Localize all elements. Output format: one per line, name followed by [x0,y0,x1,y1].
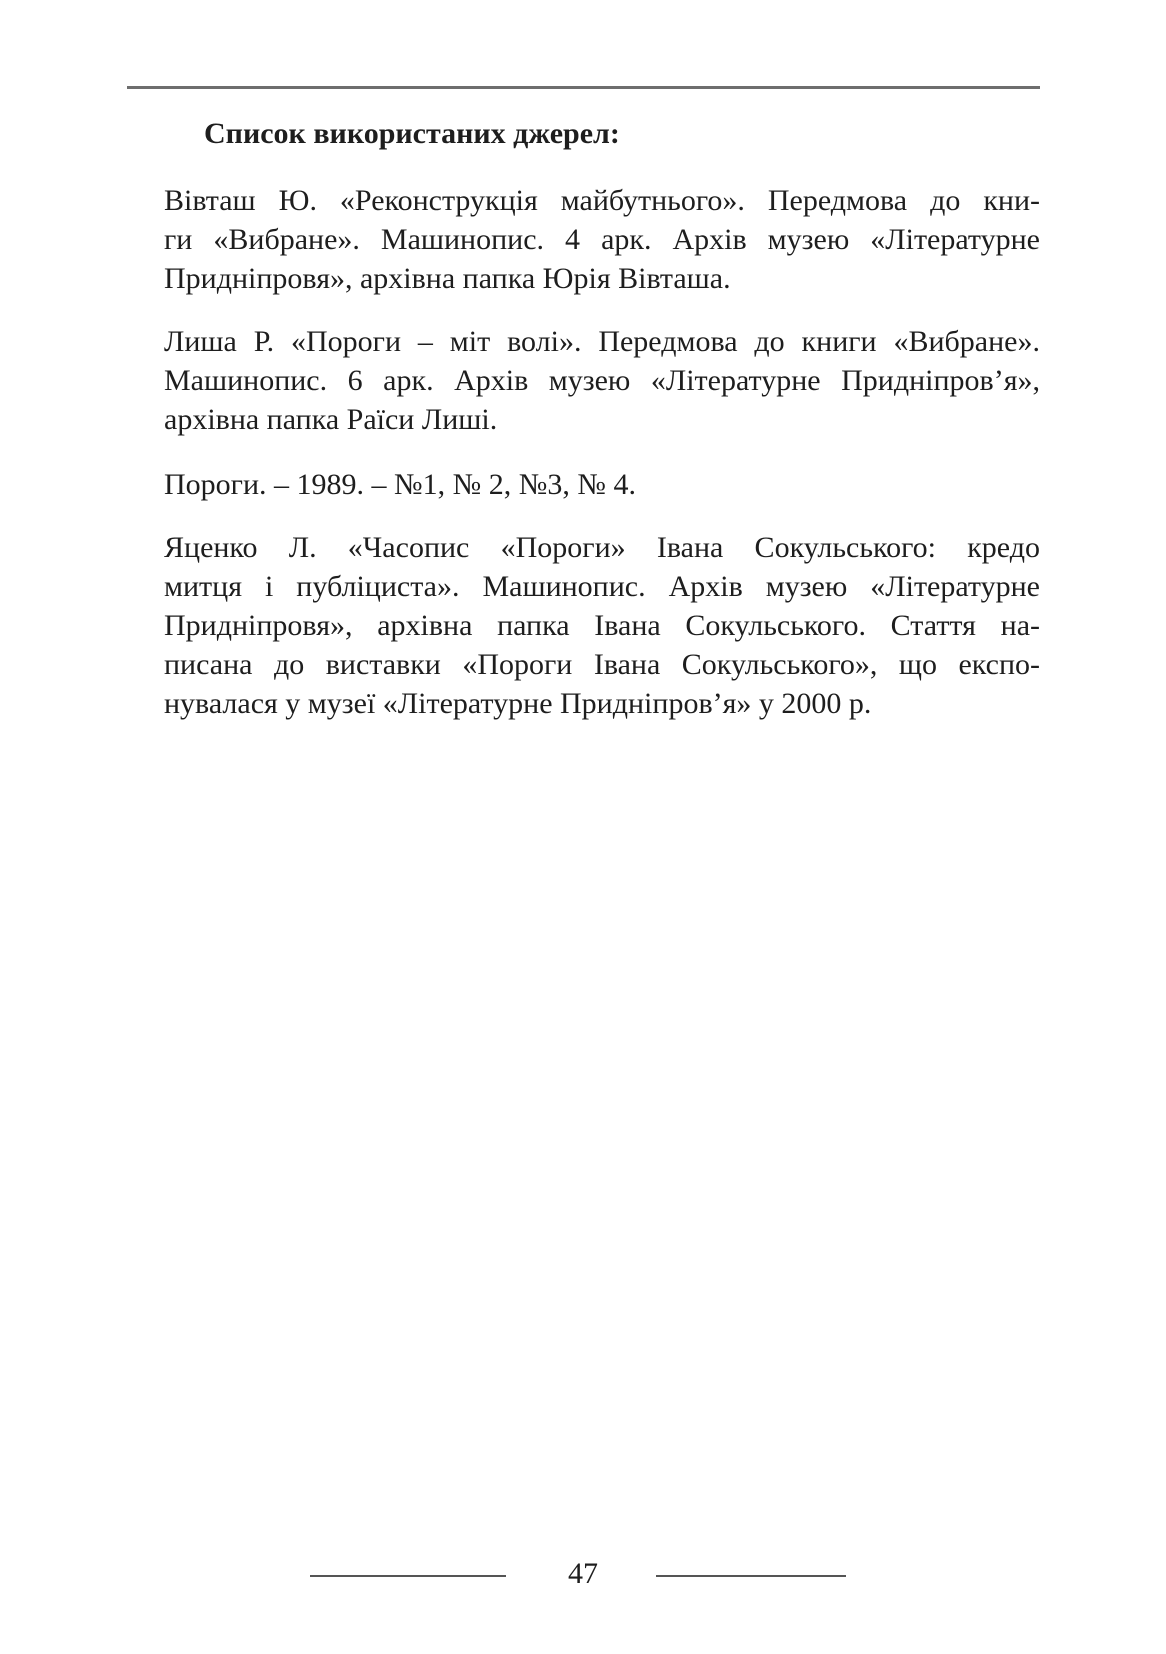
entry-line: Вівташ Ю. «Реконструкція майбутнього». Передмова до кни- [164,184,1040,217]
entry-line: Придніпровя», архівна папка Юрія Вівташа. [164,262,731,295]
footer-rule-left [310,1575,506,1577]
footer-rule-right [656,1575,846,1577]
page-number: 47 [568,1557,598,1590]
header-rule [127,86,1040,89]
bibliography-entry [164,322,1040,439]
section-heading: Список використаних джерел: [204,117,620,150]
entry-line: митця і публіциста». Машинопис. Архів музею «Літературне [164,570,1040,603]
bibliography-entry [164,528,1040,723]
entry-line: нувалася у музеї «Літературне Придніпров’я» у 2000 р. [164,687,872,720]
entry-line: ги «Вибране». Машинопис. 4 арк. Архів музею «Літературне [164,223,1040,256]
entry-line: Пороги. – 1989. – №1, № 2, №3, № 4. [164,468,637,501]
bibliography-entry [164,465,1040,504]
entry-line: Лиша Р. «Пороги – міт волі». Передмова до книги «Вибране». [164,325,1040,358]
entry-line: Машинопис. 6 арк. Архів музею «Літературне Придніпров’я», [164,364,1040,397]
entry-line: писана до виставки «Пороги Івана Сокульського», що експо- [164,648,1040,681]
entry-line: Яценко Л. «Часопис «Пороги» Івана Сокульського: кредо [164,531,1040,564]
entry-line: архівна папка Раїси Лиші. [164,403,498,436]
entry-line: Придніпровя», архівна папка Івана Сокульського. Стаття на- [164,609,1040,642]
bibliography-entry [164,181,1040,298]
